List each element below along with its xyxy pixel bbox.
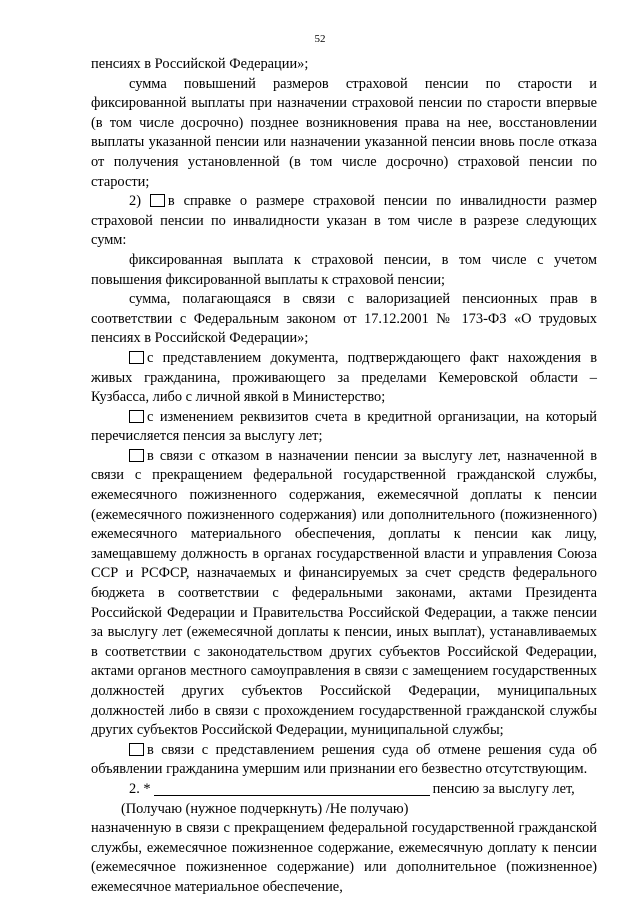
- document-body: [91, 55, 597, 898]
- paragraph-refusal: [91, 447, 597, 741]
- fill-in-hint: (Получаю (нужное подчеркнуть) /Не получаю): [121, 800, 409, 817]
- paragraph-account-change: [91, 408, 597, 447]
- paragraph-proof-of-life: [91, 349, 597, 408]
- paragraph-text: в справке о размере страховой пенсии по инвалидности размер страховой пенсии по инвалидности указан в том числе в разрезе следующих сумм:: [91, 193, 597, 249]
- checkbox-account-change[interactable]: [129, 410, 144, 423]
- checkbox-disability-certificate[interactable]: [150, 194, 165, 207]
- checkbox-court-decision[interactable]: [129, 743, 144, 756]
- checkbox-refusal[interactable]: [129, 449, 144, 462]
- item-prefix: 2. *: [129, 780, 151, 797]
- paragraph-continuation: пенсиях в Российской Федерации»;: [91, 56, 309, 72]
- paragraph-court-decision: [91, 741, 597, 780]
- fill-in-line[interactable]: [154, 781, 430, 796]
- checkbox-proof-of-life[interactable]: [129, 351, 144, 364]
- paragraph-text: с изменением реквизитов счета в кредитной организации, на который перечисляется пенсия за выслугу лет;: [91, 408, 597, 445]
- paragraph-item-2-receive: [91, 780, 597, 800]
- paragraph-text: в связи с отказом в назначении пенсии за выслугу лет, назначенной в связи с прекращением федеральной государственной гражданской службы, ежемесячного пожизненного содержания, ежемесячной доплаты к пенсии (ежемесячного пожизненного содержания) или дополнительного (пожизненного) ежемесячного материального обеспечения, доплаты к пенсии как лицу, замещавшему должность в органах государственной власти и управления Союза ССР и РСФСР, назначаемых и финансируемых за счет средств федерального бюджета в соответствии с федеральными законами, актами Президента Российской Федерации и Правительства Российской Федерации, а также пенсии за выслугу лет (ежемесячной доплаты к пенсии, иных выплат), устанавливаемых в соответствии с законодательством других субъектов Российской Федерации, актами органов местного самоуправления в связи с замещением государственных должностей других субъектов Российской Федерации, муниципальных должностей либо в связи с прохождением государственной гражданской службы других субъектов Российской Федерации, муниципальной службы;: [91, 447, 597, 739]
- paragraph-valorization-sum: сумма, полагающаяся в связи с валоризацией пенсионных прав в соответствии с Федеральным законом от 17.12.2001 № 173-ФЗ «О трудовых пенсиях в Российской Федерации»;: [91, 291, 597, 347]
- page-number: 52: [314, 33, 326, 45]
- paragraph-fixed-payment: фиксированная выплата к страховой пенсии, в том числе с учетом повышения фиксированной выплаты к страховой пенсии;: [91, 251, 597, 288]
- paragraph-pension-increase-sum: сумма повышений размеров страховой пенсии по старости и фиксированной выплаты при назначении страховой пенсии по старости впервые (в том числе досрочно) позднее возникновения права на нее, восстановлении выплаты указанной пенсии или назначении указанной пенсии вновь после отказа от получения установленной (в том числе досрочно) страховой пенсии по старости;: [91, 75, 597, 190]
- paragraph-item-2: [91, 192, 597, 251]
- item-number: 2): [129, 193, 141, 210]
- paragraph-text: с представлением документа, подтверждающего факт нахождения в живых гражданина, проживающего за пределами Кемеровской области – Кузбасса, либо с личной явкой в Министерство;: [91, 349, 597, 406]
- paragraph-assigned-pension: назначенную в связи с прекращением федеральной государственной гражданской службы, ежемесячное пожизненное содержание, ежемесячную доплату к пенсии (ежемесячное пожизненное содержание) или дополнительное (пожизненное) ежемесячное материальное обеспечение,: [91, 820, 597, 895]
- paragraph-text: в связи с представлением решения суда об отмене решения суда об объявлении гражданина умершим или признании его безвестно отсутствующим.: [91, 741, 597, 778]
- item-suffix: пенсию за выслугу лет,: [432, 780, 575, 797]
